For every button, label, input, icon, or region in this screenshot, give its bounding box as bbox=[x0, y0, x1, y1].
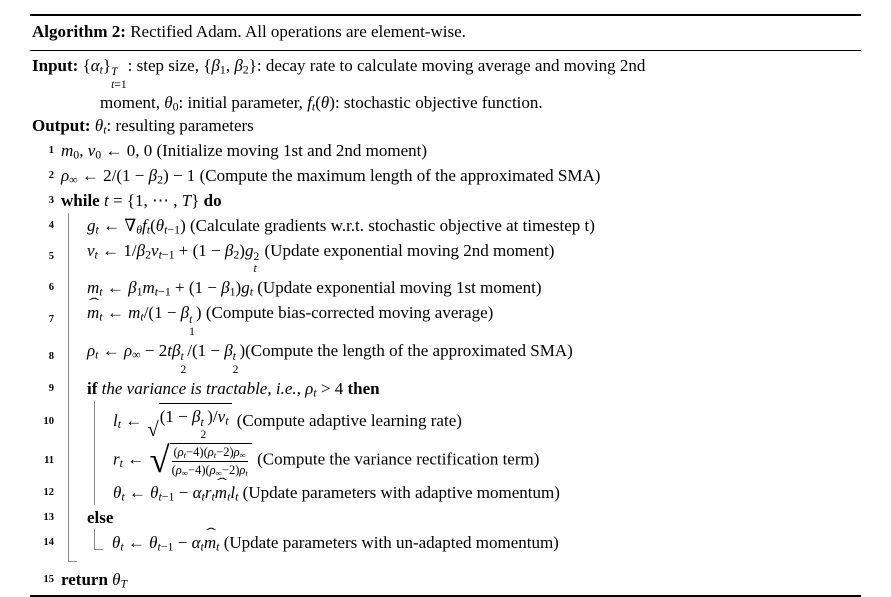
line-number: 14 bbox=[43, 536, 54, 548]
keyword: if bbox=[87, 378, 98, 398]
block-guide-line bbox=[68, 480, 87, 505]
line-content: $m_0$, $v_0$ ← 0, 0 (Initialize moving 1st and 2nd moment) bbox=[61, 140, 428, 162]
block-guide-line bbox=[68, 530, 87, 555]
line-content: $\theta_t$ ← $\theta_{t-1} - \alpha_tm$ ˆ$_t$ (Update parameters with un-adapted momentum) bbox=[112, 530, 559, 555]
io-line bbox=[32, 114, 861, 137]
block-guide-line bbox=[68, 338, 87, 376]
line-content: $\rho_t$ ← $\rho_\infty - 2t\beta$ t 2 /(1 − β t 2 )(Compute the length of the approximated SMA) bbox=[87, 341, 573, 376]
italic-text: the variance is tractable, i.e., bbox=[101, 378, 301, 398]
io-text: $\{\alpha_t\}$ T t=1 : step size, {$\beta_1$, $\beta_2$}: decay rate to calculate moving average and moving 2nd bbox=[82, 56, 646, 91]
algorithm-title-label: Algorithm 2: bbox=[32, 22, 126, 41]
block-guide-line bbox=[94, 441, 113, 480]
line-number: 10 bbox=[43, 415, 54, 427]
line-content: if the variance is tractable, i.e., $\rho_t > 4$ then bbox=[87, 378, 380, 400]
block-guide-line bbox=[68, 213, 87, 238]
line-content: $\theta_t$ ← $\theta_{t-1} - \alpha_tr_tm$ $ˆ_tl_t$ (Update parameters with adaptive momentum) bbox=[113, 480, 560, 505]
stacked-scripts: T t=1 bbox=[111, 65, 127, 91]
widehat: m ˆ bbox=[215, 481, 227, 505]
line-number: 6 bbox=[48, 282, 54, 294]
line-number: 11 bbox=[44, 455, 54, 467]
fraction: $\frac{(\rho_t-4)(\rho_t-2)\rho_\infty}{(\rho_\infty-4)(\rho_\infty-2)\rho_t}$ bbox=[171, 445, 248, 479]
block-end-row bbox=[30, 555, 861, 567]
block-end-guide bbox=[94, 530, 112, 555]
stacked-scripts: 2 t bbox=[253, 250, 260, 276]
algorithm-line-1 bbox=[30, 138, 861, 163]
algorithm-line-7 bbox=[30, 300, 861, 338]
sqrt: √ (1 − β t 2 )$/v_t$ bbox=[148, 403, 232, 442]
algorithm-line-12 bbox=[30, 480, 861, 505]
block-guide-line bbox=[68, 401, 87, 442]
keyword: else bbox=[87, 507, 114, 527]
io-text: $\theta_t$: resulting parameters bbox=[94, 115, 254, 137]
line-number: 9 bbox=[48, 382, 54, 394]
keyword: return bbox=[61, 569, 108, 589]
widehat: m ˆ bbox=[204, 531, 216, 555]
algorithm-line-10 bbox=[30, 401, 861, 442]
line-content: $\rho_\infty$ ← $2/(1 - \beta_2) - 1$ (Compute the maximum length of the approximated SMA) bbox=[61, 165, 601, 187]
keyword: while bbox=[61, 190, 100, 210]
io-label: Output: bbox=[32, 115, 91, 135]
algorithm-line-2 bbox=[30, 163, 861, 188]
block-guide-line bbox=[68, 441, 87, 480]
line-content: $m_t$ ← $\beta_1m_{t-1} + (1 - \beta_1)g_t$ (Update exponential moving 1st moment) bbox=[87, 278, 542, 299]
block-guide-line bbox=[94, 401, 113, 442]
keyword: do bbox=[203, 190, 222, 210]
block-guide-line bbox=[68, 505, 87, 530]
radical-icon: √ bbox=[149, 439, 170, 481]
sqrt bbox=[149, 439, 251, 481]
widehat: m ˆ bbox=[87, 301, 99, 325]
io-line bbox=[32, 91, 861, 114]
algorithm-line-15 bbox=[30, 567, 861, 592]
block-end-guide bbox=[68, 555, 86, 567]
block-guide-line bbox=[68, 300, 87, 338]
algorithm-body bbox=[30, 138, 861, 592]
line-number: 8 bbox=[48, 351, 54, 363]
io-line bbox=[32, 54, 861, 91]
block-guide-line bbox=[68, 238, 87, 276]
algorithm-line-6 bbox=[30, 275, 861, 300]
algorithm-line-13 bbox=[30, 505, 861, 530]
io-text: moment, $\theta_0$: initial parameter, $f_t(\theta)$: stochastic objective function. bbox=[100, 92, 543, 114]
line-number: 7 bbox=[48, 313, 54, 325]
block-guide-line bbox=[68, 376, 87, 401]
line-number: 3 bbox=[48, 194, 54, 206]
stacked-scripts: t 1 bbox=[189, 312, 195, 338]
line-content: while t = {1, ⋯ , T} do bbox=[61, 190, 222, 210]
algorithm-line-9 bbox=[30, 376, 861, 401]
block-guide-line bbox=[68, 275, 87, 300]
line-content: $g_t$ ← $\nabla_\theta f_t(\theta_{t-1})$ (Calculate gradients w.r.t. stochastic objective at timestep t) bbox=[87, 215, 595, 237]
line-content: m ˆ$_t$ ← $m_t/(1 - \beta$ t 1 ) (Compute bias-corrected moving average) bbox=[87, 300, 493, 338]
io-section bbox=[30, 51, 861, 138]
line-number: 4 bbox=[48, 219, 54, 231]
line-number: 12 bbox=[43, 486, 54, 498]
line-content: $v_t$ ← $1/\beta_2v_{t-1} + (1 - \beta_2)g$ 2 t (Update exponential moving 2nd moment) bbox=[87, 240, 555, 276]
stacked-scripts: t 2 bbox=[232, 350, 239, 376]
block-guide-line bbox=[94, 480, 113, 505]
algorithm-line-14 bbox=[30, 530, 861, 555]
keyword: then bbox=[347, 378, 380, 398]
stacked-scripts: t 2 bbox=[200, 416, 207, 442]
algorithm-title-text: Rectified Adam. All operations are element-wise. bbox=[125, 22, 466, 41]
algorithm-line-11 bbox=[30, 441, 861, 480]
line-content: $r_t$ ← √ $\frac{(\rho_t-4)(\rho_t-2)\rho_\infty}{(\rho_\infty-4)(\rho_\infty-2)\rho_t}$ (Compute the variance rectification term) bbox=[113, 439, 540, 481]
io-label: Input: bbox=[32, 56, 79, 75]
algorithm-line-3 bbox=[30, 188, 861, 213]
line-number: 13 bbox=[43, 511, 54, 523]
stacked-scripts: t 2 bbox=[180, 350, 187, 376]
line-number: 2 bbox=[48, 169, 54, 181]
radical-icon: √ bbox=[147, 418, 159, 441]
line-content: $l_t$ ← √ (1 − β t 2 )$/v_t$ (Compute adaptive learning rate) bbox=[113, 401, 462, 442]
line-number: 1 bbox=[48, 144, 54, 156]
line-number: 15 bbox=[43, 573, 54, 585]
line-content bbox=[87, 505, 113, 530]
algorithm-title bbox=[30, 16, 861, 50]
line-content: return $\theta_T$ bbox=[61, 569, 128, 591]
line-number: 5 bbox=[48, 251, 54, 262]
algorithm-line-8 bbox=[30, 338, 861, 376]
algorithm-line-5 bbox=[30, 238, 861, 276]
algorithm-line-4 bbox=[30, 213, 861, 238]
